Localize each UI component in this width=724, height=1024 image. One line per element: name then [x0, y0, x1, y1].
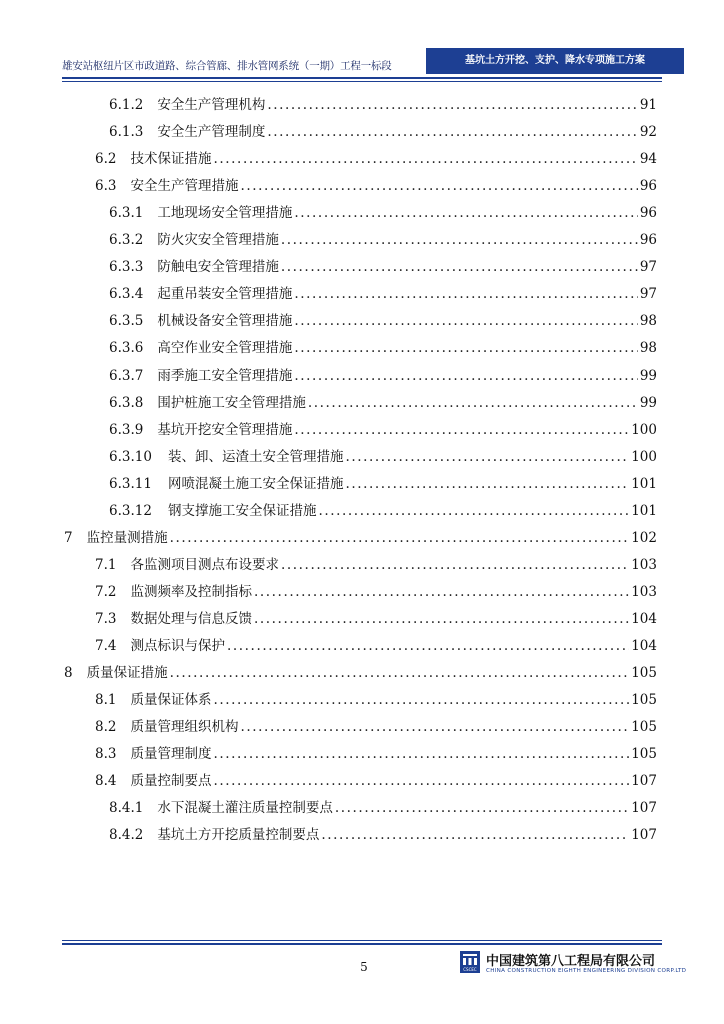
toc-entry-title: 质量保证体系: [130, 692, 212, 709]
toc-entry-number: 6.3: [95, 178, 117, 195]
toc-entry-page: 91: [639, 97, 657, 113]
toc-leader-dots: [294, 367, 637, 385]
toc-entry-number: 8.3: [95, 746, 117, 763]
toc-entry-title: 安全生产管理措施: [130, 178, 239, 195]
toc-entry-title: 防火灾安全管理措施: [157, 232, 279, 249]
toc-entry-number: 6.2: [95, 151, 117, 168]
toc-leader-dots: [170, 664, 630, 682]
toc-entry-number: 6.3.3: [109, 259, 144, 276]
toc-entry-title: 数据处理与信息反馈: [130, 610, 252, 627]
toc-entry-number: 6.3.11: [109, 475, 152, 492]
toc-entry-page: 100: [631, 421, 657, 438]
toc-entry-title: 监测频率及控制指标: [130, 583, 252, 600]
toc-entry-title: 安全生产管理机构: [157, 97, 266, 113]
toc-leader-dots: [294, 339, 637, 357]
toc-entry[interactable]: [109, 277, 657, 303]
toc-entry-number: 7.1: [95, 556, 117, 573]
toc-entry[interactable]: [109, 115, 657, 141]
header-divider: [62, 77, 662, 79]
toc-entry-title: 机械设备安全管理措施: [157, 313, 293, 330]
toc-entry-number: 6.3.12: [109, 502, 152, 519]
toc-entry-title: 防触电安全管理措施: [157, 259, 279, 276]
toc-leader-dots: [345, 475, 629, 493]
toc-leader-dots: [345, 448, 629, 466]
toc-entry[interactable]: [109, 223, 657, 249]
toc-entry-title: 装、卸、运渣土安全管理措施: [167, 448, 344, 465]
toc-entry-page: 97: [639, 259, 657, 276]
toc-entry-number: 7.4: [95, 638, 117, 654]
project-title: 雄安站枢纽片区市政道路、综合管廊、排水管网系统（一期）工程一标段: [62, 60, 392, 72]
toc-entry-title: 网喷混凝土施工安全保证措施: [167, 475, 344, 492]
toc-entry-title: 各监测项目测点布设要求: [130, 556, 279, 573]
toc-entry-page: 94: [639, 151, 657, 168]
toc-entry-title: 水下混凝土灌注质量控制要点: [157, 800, 333, 817]
toc-entry-number: 8.4.2: [109, 827, 144, 844]
toc-entry-number: 7.2: [95, 583, 117, 600]
header-divider-thin: [62, 81, 662, 82]
toc-entry-title: 起重吊装安全管理措施: [157, 286, 293, 303]
toc-entry[interactable]: [109, 250, 657, 276]
toc-entry-number: 6.3.1: [109, 205, 144, 222]
toc-leader-dots: [213, 745, 629, 763]
toc-leader-dots: [227, 637, 629, 655]
toc-entry[interactable]: [109, 359, 657, 385]
page-number: 5: [360, 960, 368, 974]
toc-leader-dots: [294, 285, 637, 303]
toc-entry-title: 质量管理组织机构: [130, 719, 239, 736]
toc-entry-number: 8.2: [95, 719, 117, 736]
toc-entry-number: 6.1.3: [109, 124, 144, 141]
toc-entry[interactable]: [95, 142, 657, 168]
toc-entry[interactable]: [95, 602, 657, 628]
toc-entry-page: 107: [631, 800, 657, 817]
toc-entry-number: 6.3.8: [109, 394, 144, 411]
toc-entry-number: 6.3.4: [109, 286, 144, 303]
document-title-banner: 基坑土方开挖、支护、降水专项施工方案: [426, 48, 684, 74]
toc-leader-dots: [213, 150, 637, 168]
toc-leader-dots: [308, 394, 638, 412]
toc-leader-dots: [335, 799, 629, 817]
toc-entry-page: 97: [639, 286, 657, 303]
toc-leader-dots: [213, 691, 629, 709]
toc-entry-number: 8.4: [95, 773, 117, 790]
toc-entry-title: 高空作业安全管理措施: [157, 340, 293, 357]
toc-entry[interactable]: [95, 737, 657, 763]
toc-entry-page: 103: [631, 556, 657, 573]
company-logo-icon: [460, 951, 480, 973]
toc-entry-title: 钢支撑施工安全保证措施: [167, 502, 317, 519]
toc-entry[interactable]: [109, 494, 657, 520]
toc-entry-page: 101: [631, 475, 657, 492]
toc-entry-title: 安全生产管理制度: [157, 124, 266, 141]
toc-entry-page: 104: [631, 610, 657, 627]
toc-entry-number: 8.4.1: [109, 800, 144, 817]
footer-divider: [62, 943, 662, 945]
toc-leader-dots: [294, 312, 637, 330]
toc-entry-page: 105: [631, 719, 657, 736]
company-name-en: CHINA CONSTRUCTION EIGHTH ENGINEERING DIVISION CORP.LTD: [486, 968, 687, 974]
toc-entry-page: 103: [631, 583, 657, 600]
toc-entry-title: 技术保证措施: [130, 151, 212, 168]
toc-entry[interactable]: [95, 548, 657, 574]
toc-entry[interactable]: [109, 386, 657, 412]
toc-entry-number: 6.3.9: [109, 421, 144, 438]
toc-entry-page: 107: [631, 773, 657, 790]
toc-entry-page: 99: [639, 394, 657, 411]
toc-entry[interactable]: [64, 521, 657, 547]
toc-leader-dots: [281, 231, 638, 249]
toc-entry[interactable]: [95, 575, 657, 601]
toc-entry-number: 8: [64, 665, 73, 682]
toc-entry-page: 100: [631, 448, 657, 465]
toc-entry-number: 6.3.5: [109, 313, 144, 330]
toc-entry[interactable]: [109, 304, 657, 330]
toc-entry-number: 7: [64, 529, 73, 546]
toc-entry-number: 6.3.10: [109, 448, 152, 465]
toc-entry-title: 雨季施工安全管理措施: [157, 367, 293, 384]
logo-text: CSCEC: [463, 967, 477, 972]
toc-entry-title: 基坑开挖安全管理措施: [157, 421, 293, 438]
toc-entry[interactable]: [95, 169, 657, 195]
toc-leader-dots: [240, 177, 637, 195]
toc-leader-dots: [281, 556, 629, 574]
toc-leader-dots: [321, 826, 629, 844]
toc-leader-dots: [254, 583, 629, 601]
toc-leader-dots: [267, 96, 637, 114]
toc-entry-page: 98: [639, 340, 657, 357]
toc-entry-title: 围护桩施工安全管理措施: [157, 394, 306, 411]
toc-leader-dots: [213, 772, 629, 790]
toc-entry[interactable]: [64, 656, 657, 682]
toc-entry[interactable]: [109, 88, 657, 114]
toc-entry-page: 99: [639, 367, 657, 384]
toc-entry-number: 6.3.7: [109, 367, 144, 384]
toc-entry-page: 104: [631, 638, 657, 654]
toc-entry-number: 8.1: [95, 692, 117, 709]
toc-entry-title: 质量保证措施: [86, 665, 168, 682]
toc-entry[interactable]: [109, 440, 657, 466]
page-header: [62, 48, 662, 76]
toc-leader-dots: [170, 529, 630, 547]
toc-entry-title: 工地现场安全管理措施: [157, 205, 293, 222]
toc-entry-page: 105: [631, 665, 657, 682]
toc-entry-title: 监控量测措施: [86, 529, 168, 546]
toc-entry[interactable]: [109, 467, 657, 493]
toc-entry[interactable]: [109, 196, 657, 222]
toc-entry[interactable]: [95, 683, 657, 709]
toc-leader-dots: [294, 421, 629, 439]
toc-entry[interactable]: [95, 629, 657, 655]
toc-entry-number: 6.3.2: [109, 232, 144, 249]
toc-leader-dots: [318, 502, 629, 520]
toc-entry-title: 测点标识与保护: [130, 638, 225, 654]
toc-entry-title: 质量控制要点: [130, 773, 212, 790]
footer-divider-thin: [62, 940, 662, 941]
toc-leader-dots: [281, 258, 638, 276]
toc-entry-number: 6.3.6: [109, 340, 144, 357]
toc-entry-page: 98: [639, 313, 657, 330]
toc-leader-dots: [240, 718, 629, 736]
toc-entry[interactable]: [95, 710, 657, 736]
toc-entry-page: 107: [631, 827, 657, 844]
toc-entry[interactable]: [109, 818, 657, 844]
toc-entry[interactable]: [109, 791, 657, 817]
toc-entry-title: 基坑土方开挖质量控制要点: [157, 827, 320, 844]
toc-entry-page: 92: [639, 124, 657, 141]
toc-entry-page: 102: [631, 529, 657, 546]
toc-leader-dots: [267, 123, 637, 141]
toc-entry-page: 101: [631, 502, 657, 519]
toc-entry[interactable]: [95, 764, 657, 790]
toc-entry[interactable]: [109, 413, 657, 439]
toc-entry-number: 6.1.2: [109, 97, 144, 113]
toc-entry-page: 96: [639, 205, 657, 222]
toc-entry-page: 96: [639, 232, 657, 249]
toc-entry-page: 105: [631, 692, 657, 709]
company-name-cn: 中国建筑第八工程局有限公司: [486, 954, 656, 969]
toc-entry-title: 质量管理制度: [130, 746, 212, 763]
toc-leader-dots: [294, 204, 637, 222]
toc-leader-dots: [254, 610, 629, 628]
toc-entry[interactable]: [109, 331, 657, 357]
toc-entry-number: 7.3: [95, 610, 117, 627]
toc-entry-page: 96: [639, 178, 657, 195]
toc-entry-page: 105: [631, 746, 657, 763]
